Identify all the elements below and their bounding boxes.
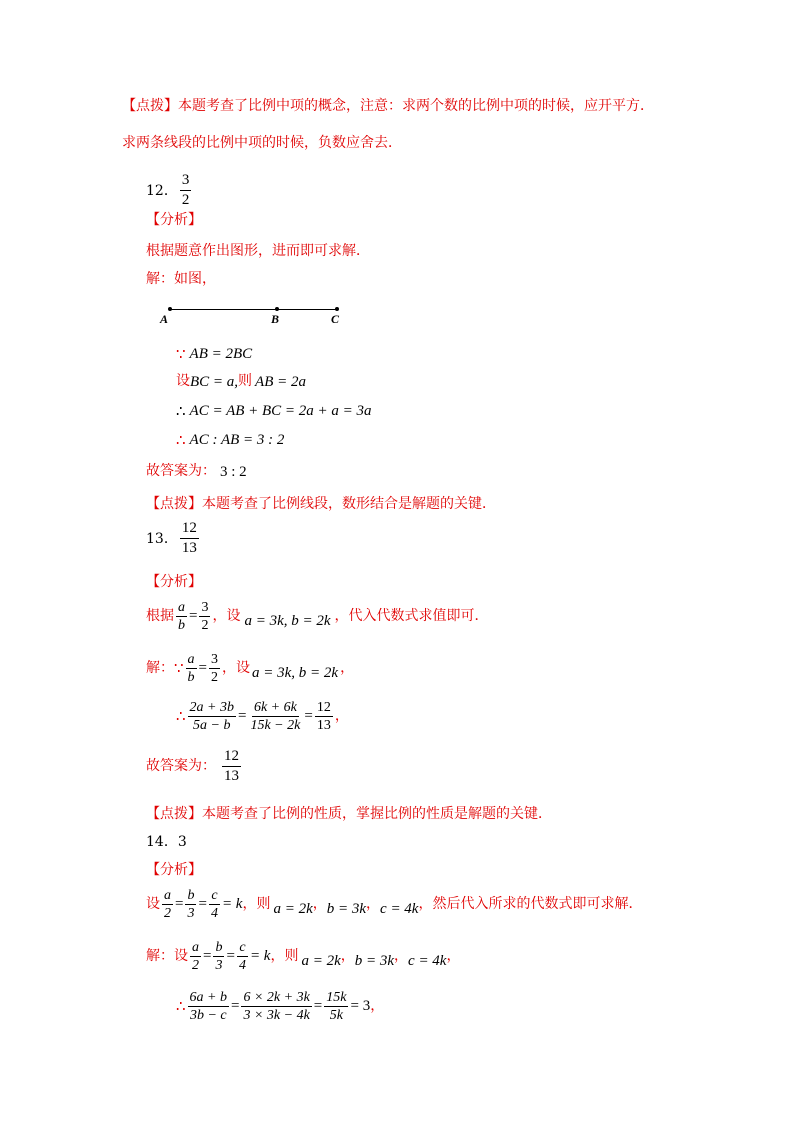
frac-den: 13 (224, 768, 239, 784)
frac-num: 6k + 6k (253, 700, 297, 715)
q13-numerator: 12 (180, 520, 199, 539)
q13-analysis: 根据 $\frac{a}{b}$ = $\frac{3}{2}$ ，设 a = 3k, b = 2k ，代入代数式求值即可． (146, 600, 489, 633)
q12-step4-expr: AC : AB = 3 : 2 (189, 432, 285, 448)
frac-den: 15k − 2k (250, 718, 301, 733)
q13-set-expr-2: a = 3k, b = 2k (252, 665, 339, 681)
frac-num: a (178, 600, 185, 615)
q14-frac-c4 (209, 888, 220, 921)
q14-fenxi-label: 【分析】 (146, 862, 202, 878)
q13-fraction (180, 520, 199, 557)
therefore-symbol: ∴ (176, 433, 186, 449)
comma: ， (340, 660, 355, 676)
q14-calc-result: = 3 (350, 998, 371, 1014)
frac-den: 3 (215, 958, 223, 973)
frac-num: a (164, 888, 171, 903)
q13-frac-ab-2 (186, 652, 197, 685)
q14-analysis: 设 $\frac{a}{2}$ = $\frac{b}{3}$ = $\frac{c}{4}$ = k ，则 a = 2k ， b = 3k ， c = 4k ， 然后代入所求的代数式即可求解． (146, 888, 643, 921)
point-c-dot (335, 307, 339, 311)
set-word: 设 (174, 948, 188, 964)
q14-solution-line1: 解： 设 $\frac{a}{2}$ = $\frac{b}{3}$ = $\frac{c}{4}$ = k ，则 a = 2k ， b = 3k ， c = 4k ， (146, 940, 461, 973)
q14-analysis-tail: 然后代入所求的代数式即可求解． (432, 896, 643, 912)
q12-solution-intro: 解：如图， (146, 271, 216, 287)
q12-step3 (176, 402, 372, 421)
q14-frac-b3-2 (213, 940, 224, 973)
frac-num: c (211, 888, 218, 903)
point-a-label: A (160, 312, 169, 326)
q12-label: 12． (146, 182, 178, 199)
frac-den: 3b − c (189, 1008, 227, 1023)
frac-den: 2 (211, 670, 219, 685)
comma: ， (418, 896, 433, 912)
therefore-symbol: ∴ (176, 404, 186, 420)
point-c-label: C (331, 312, 340, 326)
q13-analysis-a: 根据 (146, 608, 174, 624)
q14-frac-a2-2 (190, 940, 201, 973)
set-word: 设 (176, 374, 190, 389)
frac-num: 2a + 3b (189, 700, 234, 715)
q14-calc: ∴ $\frac{6a + b}{3b - c}$ = $\frac{6 \times 2k + 3k}{3 \times 3k - 4k}$ = $\frac{15k}{5k}$ = 3 ， (176, 990, 385, 1023)
frac-den: 3 (187, 906, 195, 921)
frac-num: 12 (222, 748, 241, 767)
q12-fraction (180, 172, 192, 209)
frac-num: 3 (211, 652, 219, 667)
dianbo-11-line1: 【点拨】本题考查了比例中项的概念，注意：求两个数的比例中项的时候，应开平方． (122, 98, 654, 114)
q13-calc-frac3 (315, 700, 333, 733)
q14-calc-frac3 (324, 990, 348, 1023)
q13-calc-frac2 (248, 700, 302, 733)
answer-word: 故答案为： (146, 758, 216, 774)
frac-den: 4 (210, 906, 218, 921)
comma: ， (340, 948, 355, 964)
q12-fenxi-label: 【分析】 (146, 212, 202, 228)
q14-then: ，则 (242, 896, 271, 912)
q13-fenxi-label: 【分析】 (146, 574, 202, 590)
comma: ， (370, 998, 385, 1014)
q14-c-expr-2: c = 4k (408, 953, 447, 969)
q14-calc-frac2 (241, 990, 311, 1023)
therefore-symbol: ∴ (176, 709, 186, 725)
q13-dianbo: 【点拨】本题考查了比例的性质，掌握比例的性质是解题的关键． (146, 806, 552, 822)
frac-num: 6 × 2k + 3k (243, 990, 310, 1005)
q13-answer-frac (222, 748, 241, 785)
q13-answer-line (146, 520, 201, 557)
comma: ， (334, 708, 349, 724)
q14-c-expr: c = 4k (380, 901, 419, 917)
q12-step2 (176, 373, 306, 391)
q13-frac-ab (176, 600, 187, 633)
frac-num: c (239, 940, 246, 955)
comma: ， (446, 948, 461, 964)
q14-frac-c4-2 (237, 940, 248, 973)
q13-answer (146, 748, 243, 785)
q13-denominator: 13 (181, 540, 197, 556)
q12-numerator: 3 (180, 172, 192, 191)
point-a-dot (168, 307, 172, 311)
frac-den: b (187, 670, 195, 685)
q13-label: 13． (146, 530, 178, 547)
q12-answer-value: 3 : 2 (220, 463, 247, 480)
q14-frac-a2 (162, 888, 173, 921)
q12-analysis: 根据题意作出图形，进而即可求解． (146, 243, 370, 259)
q12-step2-then: AB = 2a (255, 373, 306, 390)
q14-then-2: ，则 (270, 948, 299, 964)
because-symbol: ∵ (174, 661, 184, 677)
q13-solution-line1: 解： ∵ $\frac{a}{b}$ = $\frac{3}{2}$ ，设 a = 3k, b = 2k ， (146, 652, 355, 685)
answer-word: 故答案为： (146, 464, 216, 479)
q14-b-expr-2: b = 3k (354, 953, 395, 969)
comma: ， (394, 948, 409, 964)
segment-line (170, 309, 338, 310)
segment-figure (160, 300, 350, 330)
frac-den: 2 (164, 906, 171, 921)
frac-den: 2 (192, 958, 199, 973)
q12-dianbo: 【点拨】本题考查了比例线段，数形结合是解题的关键． (146, 496, 496, 512)
frac-den: 5a − b (193, 718, 231, 733)
comma: ， (366, 896, 381, 912)
q14-calc-frac1 (188, 990, 229, 1023)
frac-den: b (178, 618, 185, 633)
q12-step4 (176, 431, 284, 450)
q14-label: 14．3 (146, 834, 187, 850)
q14-ratio-k: = k (221, 896, 243, 912)
q12-step1 (176, 345, 252, 364)
frac-num: a (187, 652, 195, 667)
point-b-label: B (271, 312, 280, 326)
frac-num: 6a + b (189, 990, 227, 1005)
frac-den: 13 (316, 718, 331, 733)
jie-word: 解： (146, 948, 174, 964)
because-symbol: ∵ (176, 347, 186, 363)
frac-num: b (187, 888, 195, 903)
comma: ， (312, 896, 327, 912)
frac-den: 4 (238, 958, 246, 973)
q14-b-expr: b = 3k (326, 901, 367, 917)
q12-answer (146, 463, 247, 481)
set-word: 设 (146, 896, 160, 912)
q13-frac-32 (199, 600, 210, 633)
q12-step2-set: BC = a, (190, 373, 239, 390)
q13-set-expr: a = 3k, b = 2k (244, 613, 331, 629)
frac-num: b (215, 940, 223, 955)
q13-analysis-c: ，代入代数式求值即可． (334, 608, 489, 624)
dianbo-11-line2: 求两条线段的比例中项的时候，负数应舍去． (122, 135, 402, 151)
q12-step1-expr: AB = 2BC (189, 346, 253, 362)
q12-step3-expr: AC = AB + BC = 2a + a = 3a (189, 403, 372, 419)
then-word: 则 (238, 374, 253, 389)
q14-ratio-k-2: = k (249, 948, 271, 964)
frac-den: 2 (201, 618, 209, 633)
q14-a-expr: a = 2k (273, 901, 313, 917)
q12-answer-line (146, 172, 193, 209)
point-b-dot (275, 307, 279, 311)
frac-num: 3 (201, 600, 209, 615)
q14-frac-b3 (185, 888, 196, 921)
frac-num: 15k (326, 990, 347, 1005)
frac-num: a (192, 940, 199, 955)
q13-analysis-b: ，设 (212, 608, 241, 624)
jie-word: 解： (146, 660, 174, 676)
q13-comma-set: ，设 (222, 660, 251, 676)
q13-frac-32-2 (209, 652, 220, 685)
q14-a-expr-2: a = 2k (301, 953, 341, 969)
therefore-symbol: ∴ (176, 999, 186, 1015)
frac-num: 12 (316, 700, 331, 715)
frac-den: 3 × 3k − 4k (243, 1008, 310, 1023)
frac-den: 5k (329, 1008, 343, 1023)
q13-calc: ∴ $\frac{2a + 3b}{5a - b}$ = $\frac{6k + 6k}{15k - 2k}$ = $\frac{12}{13}$ ， (176, 700, 349, 733)
q13-calc-frac1 (188, 700, 236, 733)
q12-denominator: 2 (181, 192, 190, 208)
